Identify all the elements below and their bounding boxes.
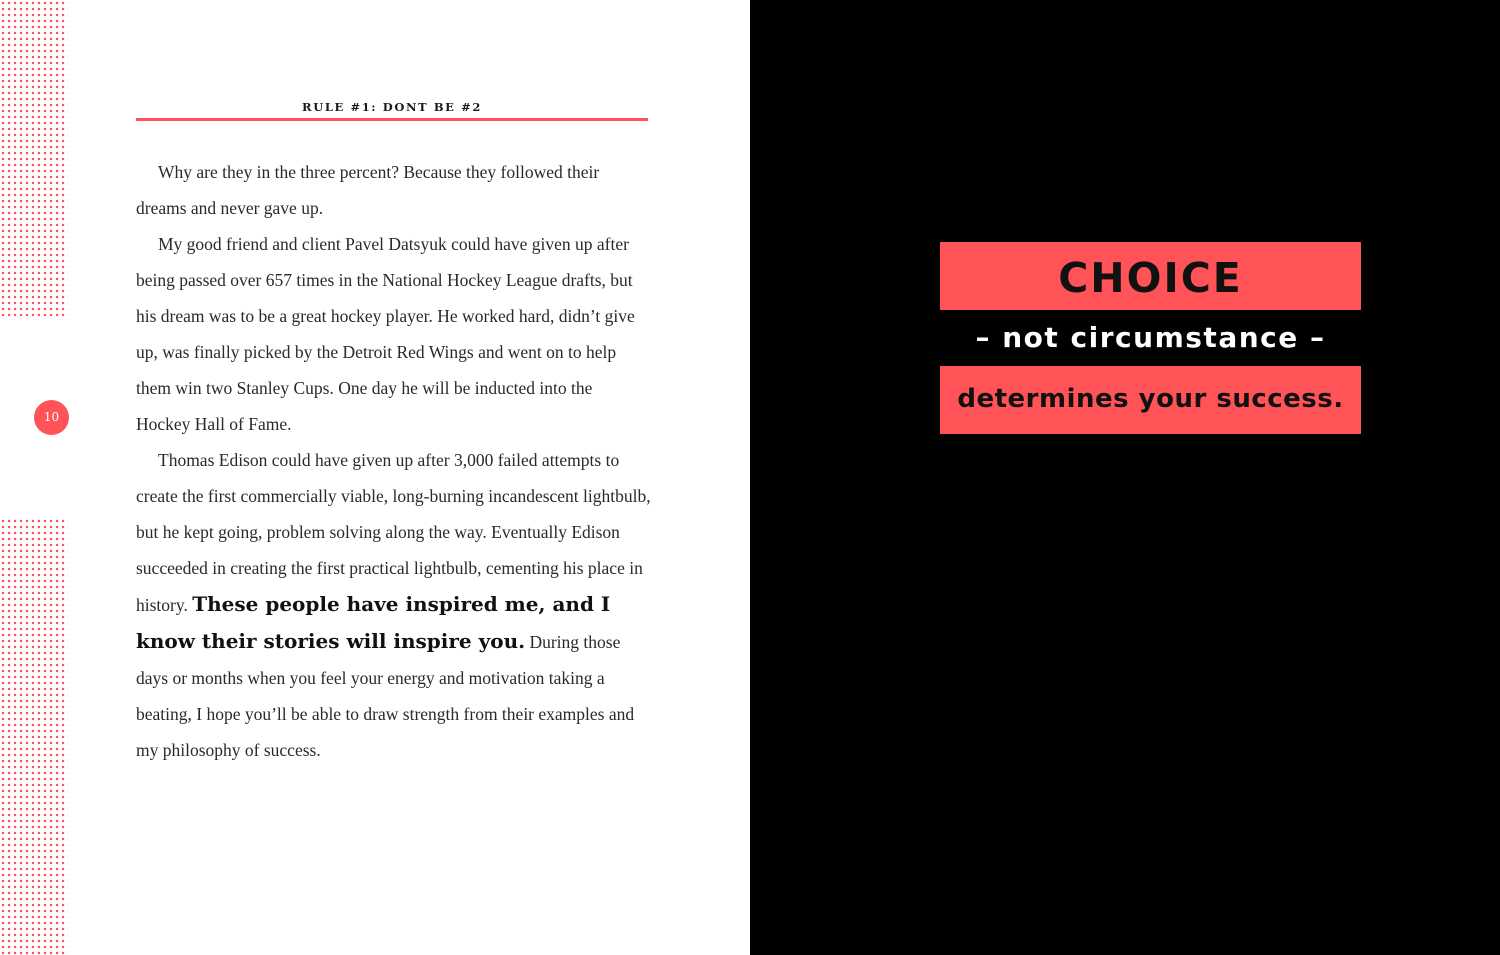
dot-pattern-bottom <box>0 518 68 955</box>
pull-quote <box>940 242 1361 434</box>
quote-line-not-circumstance: – not circumstance – <box>975 321 1326 354</box>
paragraph-3 <box>136 442 651 768</box>
paragraph-2: My good friend and client Pavel Datsyuk could have given up after being passed over 657 times in the National Hockey League drafts, but his dream was to be a great hockey player. He worked hard, didn’t give up, was finally picked by the Detroit Red Wings and went on to help them win two Stanley Cups. One day he will be inducted into the Hockey Hall of Fame. <box>136 234 635 434</box>
paragraph-3-start: Thomas Edison could have given up after 3,000 failed attempts to create the first commercially viable, long-burning incandescent lightbulb, but he kept going, problem solving along the way. Eventually Edison succeeded in creating the first practical lightbulb, cementing his place in history. <box>136 450 651 615</box>
dot-pattern-top <box>0 0 68 316</box>
page-number-badge: 10 <box>34 400 69 435</box>
body-text <box>136 154 651 768</box>
quote-line-determines: determines your success. <box>957 384 1344 414</box>
paragraph-3-end: During those days or months when you feel your energy and motivation taking a beating, I hope you’ll be able to draw strength from their examples and my philosophy of success. <box>136 632 635 760</box>
emphasis-text: These people have inspired me, and I know their stories will inspire you. <box>136 592 611 653</box>
paragraph-1: Why are they in the three percent? Because they followed their dreams and never gave up. <box>136 162 600 218</box>
running-head-rule <box>136 118 648 121</box>
running-head: RULE #1: DONT BE #2 <box>302 100 482 114</box>
quote-line-choice: CHOICE <box>1058 254 1243 302</box>
right-page <box>750 0 1500 955</box>
